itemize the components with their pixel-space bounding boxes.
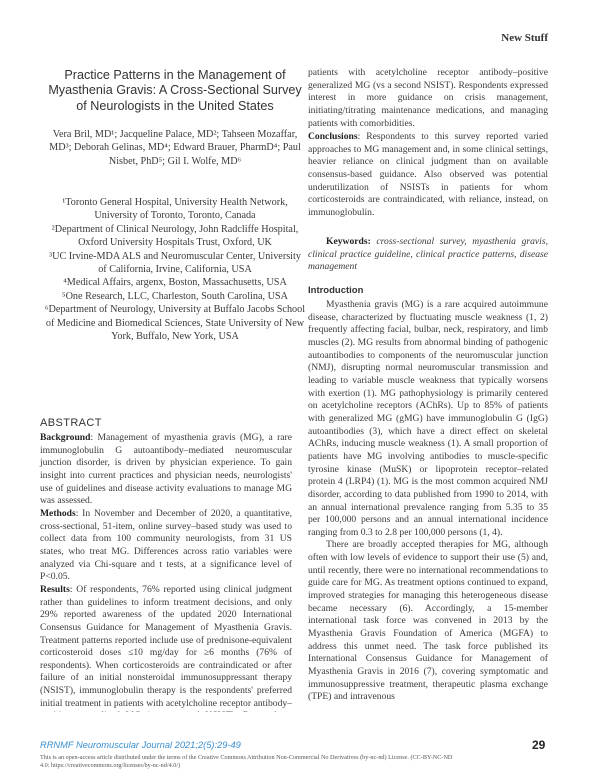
affiliation: ²Department of Clinical Neurology, John Radcliffe Hospital, Oxford University Hospitals Trust, Oxford, UK	[51, 223, 299, 249]
affiliation: ⁵One Research, LLC, Charleston, South Carolina, USA	[62, 290, 288, 302]
introduction-heading: Introduction	[308, 285, 364, 296]
abstract-heading: ABSTRACT	[40, 417, 102, 429]
abstract-background: Background: Management of myasthenia gravis (MG), a rare immunoglobulin G autoantibody–mediated neuromuscular junction disorder, is driven by physician experience. To gain insight into current practices and physician needs, neurologists' use of guidelines and disease activity evaluations to manage MG was assessed.	[40, 432, 292, 507]
author-list: Vera Bril, MD¹; Jacqueline Palace, MD²; Tahseen Mozaffar, MD³; Deborah Gelinas, MD⁴; Edward Brauer, PharmD⁴; Paul Nisbet, PhD⁵; Gil I. Wolfe, MD⁶	[49, 129, 301, 167]
abstract-body-left	[40, 432, 292, 712]
paragraph: There are broadly accepted therapies for MG, although often with low levels of evidence to support their use (5) and, until recently, there were no international recommendations to guide care for MG. As treatment options continued to expand, improved strategies for managing this heterogeneous disease became necessary (6). Accordingly, a 15-member international task force was convened in 2013 by the Myasthenia Gravis Foundation of America (MGFA) to address this unmet need. The task force published its International Consensus Guidance for Management of Myasthenia Gravis in 2016 (7), covering symptomatic and immunosuppressive treatment, therapeutic plasma exchange (TPE) and intravenous	[308, 539, 548, 703]
paragraph: Myasthenia gravis (MG) is a rare acquired autoimmune disease, characterized by fluctuating muscle weakness (1, 2) frequently affecting facial, bulbar, neck, respiratory, and limb muscles (2). MG results from abnormal binding of pathogenic autoantibodies to components of the neuromuscular junction (NMJ), disrupting normal neuromuscular transmission and leading to variable muscle weakness that typically worsens with exertion (1). MG pathophysiology is primarily centered on acetylcholine receptors (AChRs). Up to 85% of patients with generalized MG (gMG) have immunoglobulin G (IgG) autoantibodies (3), which have a direct effect on skeletal AChRs, inducing muscle weakness (1). A small proportion of patients have MG involving antibodies to muscle-specific tyrosine kinase (MuSK) or lipoprotein receptor–related protein 4 (LRP4) (1). MG is the most common acquired NMJ disorder, according to data published from 1990 to 2014, with an annual international prevalence ranging from 5.35 to 35 per 100,000 persons and an annual international incidence ranging from 0.3 to 2.8 per 100,000 persons (1, 4).	[308, 299, 548, 538]
article-title: Practice Patterns in the Management of Myasthenia Gravis: A Cross-Sectional Survey of Neurologists in the United States	[48, 68, 302, 113]
license-notice: This is an open-access article distributed under the terms of the Creative Commons Attribution Non-Commercial No Derivatives (by-nc-nd) License. (CC-BY-NC-ND 4.0: https://creativecommons.org/licenses/by-nc-nd/4.0/)	[40, 754, 453, 769]
abstract-results-continued: patients with acetylcholine receptor antibody–positive generalized MG (vs a second NSIST). Respondents expressed interest in more guidance on crisis management, initiating/titrating maintenance medications, and managing patients with comorbidities.	[308, 67, 548, 129]
abstract-conclusions: Conclusions: Respondents to this survey reported varied approaches to MG management and, in some clinical settings, heavier reliance on clinical judgment than on available consensus-based guidance. Also observed was potential underutilization of NSISTs in patients for whom corticosteroids are contraindicated, with reliance, instead, on immunoglobulin.	[308, 131, 548, 218]
introduction-body	[308, 299, 548, 704]
abstract-methods: Methods: In November and December of 2020, a quantitative, cross-sectional, 51-item, online survey–based study was used to collect data from 100 community neurologists, from 31 US states, who treat MG. Differences across ratio variables were analyzed via Chi-square and t tests, at a significance level of P<0.05.	[40, 507, 292, 583]
section-label: New Stuff	[501, 32, 548, 44]
affiliations	[44, 196, 306, 343]
affiliation: ⁴Medical Affairs, argenx, Boston, Massachusetts, USA	[63, 277, 287, 289]
journal-citation: RRNMF Neuromuscular Journal 2021;2(5):29-49	[40, 740, 241, 750]
abstract-results: Results: Of respondents, 76% reported using clinical judgment rather than guidelines to inform treatment decisions, and only 29% reported awareness of the updated 2020 International Consensus Guidance for Management of Myasthenia Gravis. Treatment patterns reported include use of prednisone-equivalent corticosteroid doses ≤10 mg/day for ≥6 months (76% of respondents). When corticosteroids are contraindicated or after failure of an initial nonsteroidal immunosuppressant therapy (NSIST), immunoglobulin therapy is the respondents' preferred initial treatment in patients with acetylcholine receptor antibody–	[40, 583, 292, 709]
page-number: 29	[532, 738, 546, 752]
affiliation: ⁶Department of Neurology, University at Buffalo Jacobs School of Medicine and Biomedical Sciences, State University of New York, Buffalo, New York, USA	[44, 304, 306, 343]
keywords: Keywords: cross-sectional survey, myasthenia gravis, clinical practice guideline, clinical practice patterns, disease management	[308, 236, 548, 273]
affiliation: ¹Toronto General Hospital, University Health Network, University of Toronto, Toronto, Canada	[62, 197, 288, 222]
affiliation: ³UC Irvine-MDA ALS and Neuromuscular Center, University of California, Irvine, California, USA	[49, 250, 301, 276]
